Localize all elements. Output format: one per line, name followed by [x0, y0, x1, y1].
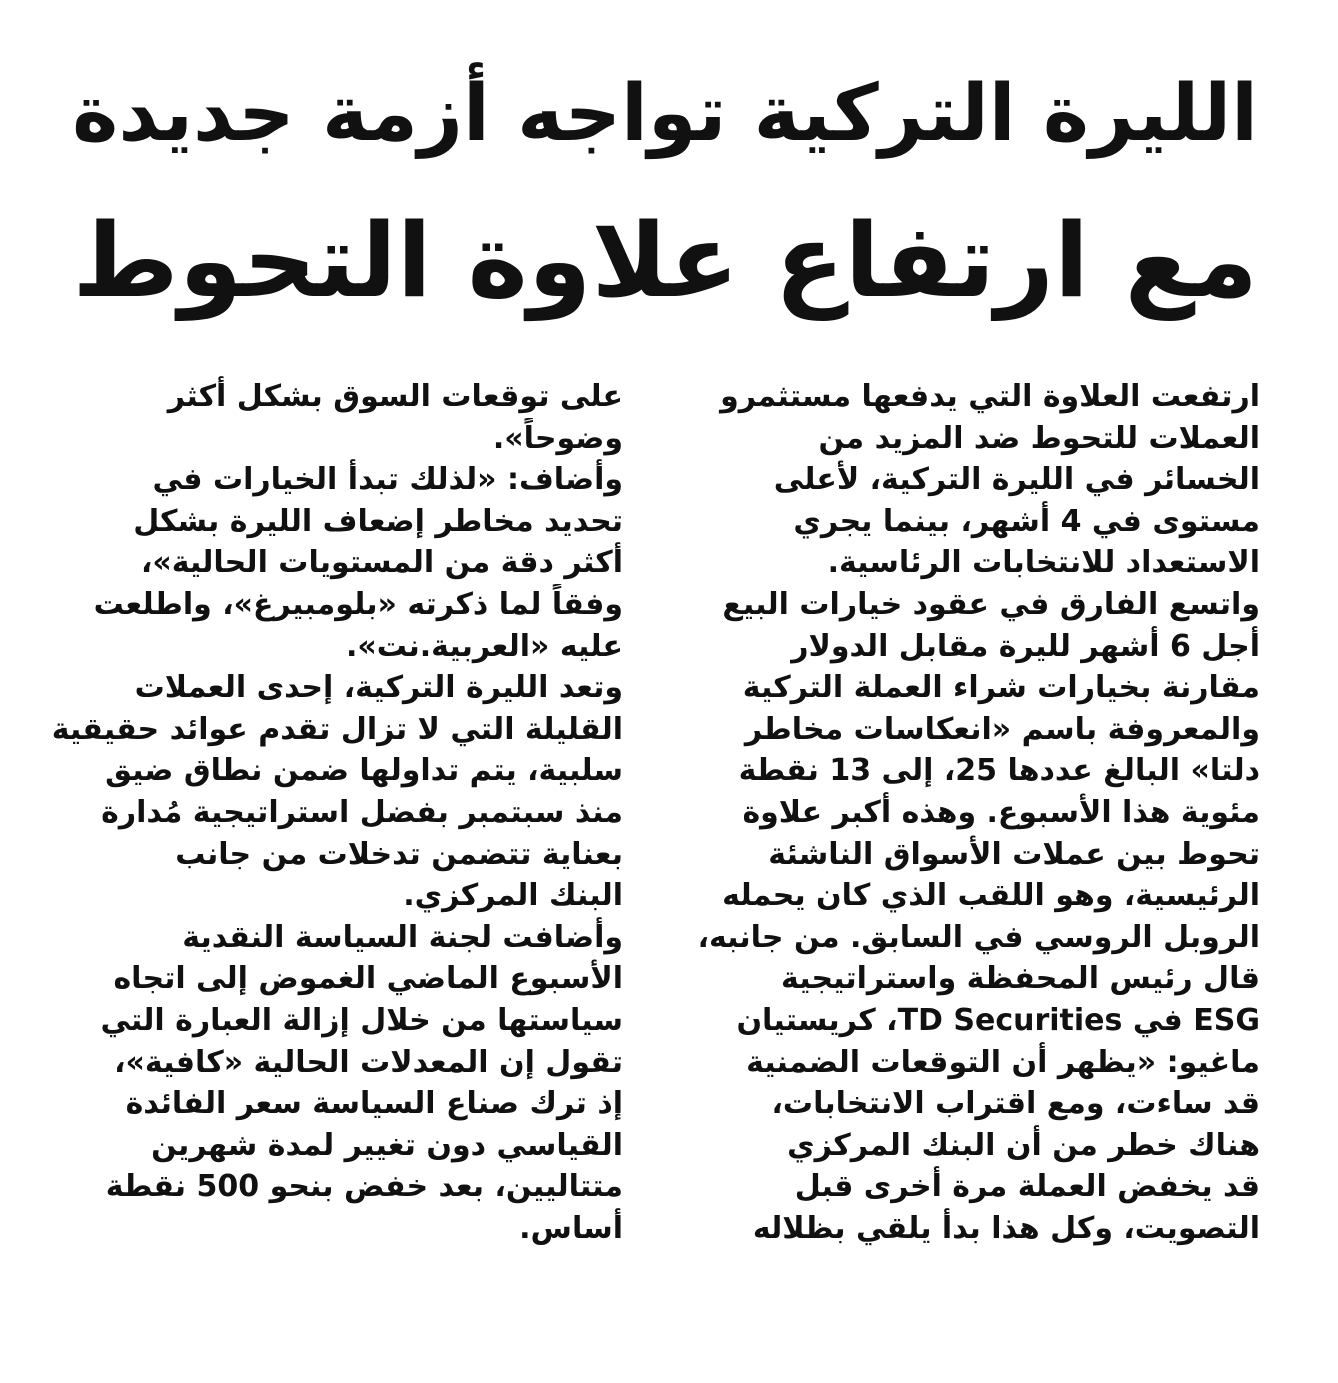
paragraph-line: قد ساءت، ومع اقتراب الانتخابات،	[771, 1086, 1260, 1122]
paragraph-line: وأضاف: «لذلك تبدأ الخيارات في	[152, 462, 623, 498]
paragraph-line: متتاليين، بعد خفض بنحو 500 نقطة	[105, 1169, 623, 1205]
paragraph-line: إذ ترك صناع السياسة سعر الفائدة	[125, 1086, 623, 1122]
paragraph-line: مئوية هذا الأسبوع. وهذه أكبر علاوة	[742, 794, 1260, 830]
paragraph-line: سياستها من خلال إزالة العبارة التي	[100, 1002, 623, 1038]
paragraph-line: وضوحاً».	[492, 420, 623, 456]
article-column-left	[45, 376, 623, 1249]
paragraph-line: مقارنة بخيارات شراء العملة التركية	[742, 670, 1260, 706]
article-headline	[60, 40, 1258, 336]
paragraph-line: تقول إن المعدلات الحالية «كافية»،	[114, 1044, 623, 1080]
paragraph-line: تحوط بين عملات الأسواق الناشئة	[768, 836, 1260, 872]
paragraph-line: ماغيو: «يظهر أن التوقعات الضمنية	[746, 1044, 1260, 1080]
paragraph-line: والمعروفة باسم «انعكاسات مخاطر	[744, 711, 1260, 747]
paragraph-line: الاستعداد للانتخابات الرئاسية.	[827, 545, 1260, 581]
paragraph-line: قد يخفض العملة مرة أخرى قبل	[794, 1169, 1260, 1205]
paragraph-line: القليلة التي لا تزال تقدم عوائد حقيقية	[51, 711, 623, 747]
paragraph-line: الرئيسية، وهو اللقب الذي كان يحمله	[722, 878, 1260, 914]
paragraph-line: قال رئيس المحفظة واستراتيجية	[781, 961, 1260, 997]
paragraph-line: وفقاً لما ذكرته «بلومبيرغ»، واطلعت	[93, 586, 623, 622]
paragraph-line: واتسع الفارق في عقود خيارات البيع	[722, 586, 1260, 622]
paragraph-line: عليه «العربية.نت».	[345, 628, 623, 664]
article-paragraph	[682, 584, 1260, 1250]
paragraph-line: الخسائر في الليرة التركية، لأعلى	[773, 462, 1260, 498]
paragraph-line: مستوى في 4 أشهر، بينما يجري	[793, 503, 1260, 539]
article-paragraph	[682, 376, 1260, 584]
paragraph-line: الروبل الروسي في السابق. من جانبه،	[697, 919, 1260, 955]
headline-line-2: مع ارتفاع علاوة التحوط	[72, 202, 1258, 321]
article-paragraph	[45, 917, 623, 1250]
article-paragraph	[45, 459, 623, 667]
paragraph-line: العملات للتحوط ضد المزيد من	[818, 420, 1260, 456]
paragraph-line: سلبية، يتم تداولها ضمن نطاق ضيق	[105, 753, 623, 789]
paragraph-line: أساس.	[519, 1210, 623, 1246]
paragraph-line: تحديد مخاطر إضعاف الليرة بشكل	[133, 503, 623, 539]
paragraph-line: هناك خطر من أن البنك المركزي	[787, 1127, 1260, 1163]
paragraph-line: على توقعات السوق بشكل أكثر	[167, 379, 623, 414]
paragraph-line: أكثر دقة من المستويات الحالية»،	[140, 545, 623, 581]
paragraph-line: وتعد الليرة التركية، إحدى العملات	[134, 670, 623, 706]
paragraph-line: وأضافت لجنة السياسة النقدية	[182, 919, 623, 955]
paragraph-line: الأسبوع الماضي الغموض إلى اتجاه	[113, 961, 623, 997]
paragraph-line: أجل 6 أشهر لليرة مقابل الدولار	[791, 628, 1260, 664]
article-paragraph	[45, 667, 623, 917]
paragraph-line: ارتفعت العلاوة التي يدفعها مستثمرو	[720, 379, 1260, 414]
paragraph-line: القياسي دون تغيير لمدة شهرين	[151, 1127, 623, 1163]
headline-line-1: الليرة التركية تواجه أزمة جديدة	[72, 68, 1258, 159]
paragraph-line: منذ سبتمبر بفضل استراتيجية مُدارة	[101, 794, 623, 830]
paragraph-line: دلتا» البالغ عددها 25، إلى 13 نقطة	[738, 753, 1260, 789]
paragraph-line: البنك المركزي.	[403, 878, 623, 914]
paragraph-line: ESG في TD Securities، كريستيان	[736, 1002, 1260, 1038]
article-column-right	[682, 376, 1260, 1249]
paragraph-line: بعناية تتضمن تدخلات من جانب	[175, 836, 623, 872]
article-paragraph	[45, 376, 623, 459]
paragraph-line: التصويت، وكل هذا بدأ يلقي بظلاله	[752, 1210, 1260, 1246]
